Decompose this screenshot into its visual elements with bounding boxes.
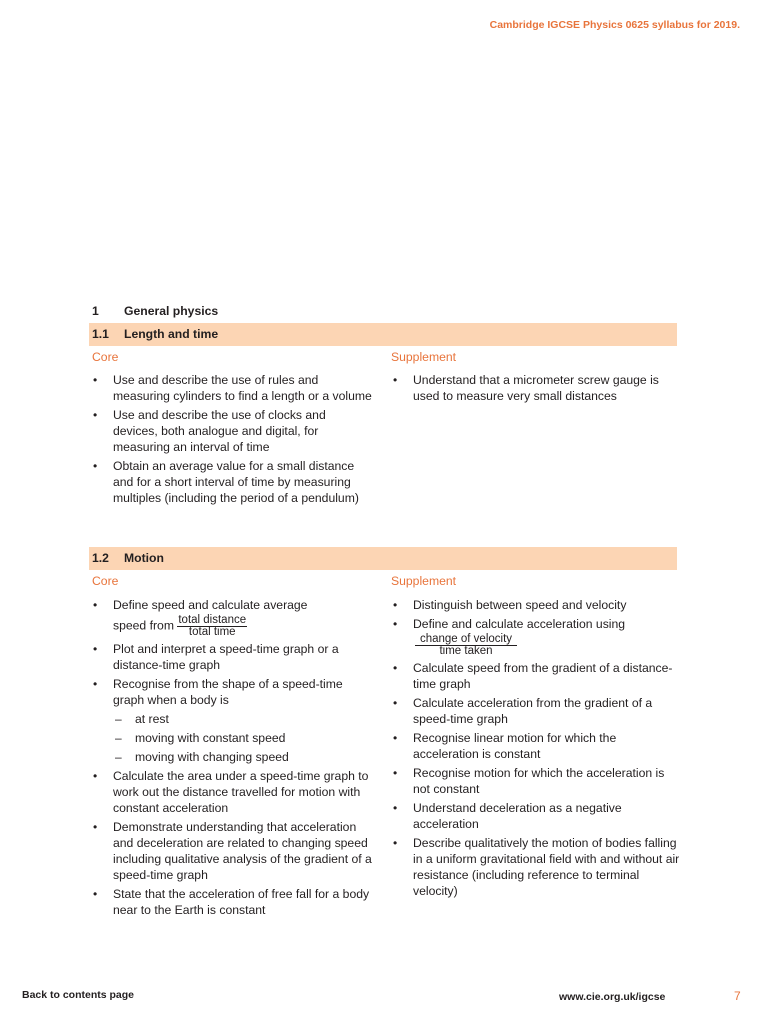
dash-item: – at rest xyxy=(91,711,375,727)
supplement-label: Supplement xyxy=(391,350,457,364)
subsection-number: 1.2 xyxy=(92,551,109,565)
core-label: Core xyxy=(92,350,119,364)
section-heading xyxy=(92,304,218,318)
list-item: • Calculate acceleration from the gradient of a speed-time graph xyxy=(391,695,681,727)
subsection-title: Length and time xyxy=(124,327,219,341)
list-item: • Distinguish between speed and velocity xyxy=(391,597,681,613)
speed-fraction xyxy=(177,615,247,638)
list-item: • Recognise linear motion for which the acceleration is constant xyxy=(391,730,681,762)
list-item: • Calculate speed from the gradient of a distance-time graph xyxy=(391,660,681,692)
list-item: • State that the acceleration of free fall for a body near to the Earth is constant xyxy=(91,886,375,918)
supplement-label: Supplement xyxy=(391,574,457,588)
fraction-denominator: time taken xyxy=(439,645,493,657)
dash-item: – moving with changing speed xyxy=(91,749,375,765)
fraction-denominator: total time xyxy=(188,626,236,638)
list-item: • Recognise from the shape of a speed-time graph when a body is xyxy=(91,676,375,708)
core-label: Core xyxy=(92,574,119,588)
list-item: • Recognise motion for which the acceleration is not constant xyxy=(391,765,681,797)
fraction-numerator: total distance xyxy=(178,614,247,626)
back-to-contents-link[interactable]: Back to contents page xyxy=(22,989,135,1001)
core-list-length-time xyxy=(91,372,373,509)
subsection-title: Motion xyxy=(124,551,164,565)
list-item: • Use and describe the use of clocks and devices, both analogue and digital, for measuring an interval of time xyxy=(91,407,373,455)
list-item: • Plot and interpret a speed-time graph or a distance-time graph xyxy=(91,641,375,673)
acceleration-definition-text: Define and calculate acceleration using xyxy=(413,617,626,631)
dash-item: – moving with constant speed xyxy=(91,730,375,746)
list-item: • Use and describe the use of rules and measuring cylinders to find a length or a volume xyxy=(91,372,373,404)
list-item-speed xyxy=(91,597,375,638)
list-item: • Understand deceleration as a negative acceleration xyxy=(391,800,681,832)
fraction-numerator: change of velocity xyxy=(415,634,517,646)
page-number: 7 xyxy=(734,989,741,1003)
list-item: • Obtain an average value for a small distance and for a short interval of time by measuring multiples (including the period of a pendulum) xyxy=(91,458,373,506)
list-item-acceleration xyxy=(391,616,681,657)
list-item: • Understand that a micrometer screw gauge is used to measure very small distances xyxy=(391,372,681,404)
speed-from-text: speed from xyxy=(113,618,174,633)
list-item: • Demonstrate understanding that acceleration and deceleration are related to changing speed including qualitative analysis of the gradient of a speed-time graph xyxy=(91,819,375,883)
acceleration-fraction xyxy=(413,634,517,657)
supplement-list-motion xyxy=(391,597,681,902)
section-number: 1 xyxy=(92,304,99,318)
list-item: • Calculate the area under a speed-time graph to work out the distance travelled for motion with constant acceleration xyxy=(91,768,375,816)
subsection-bar-motion xyxy=(89,547,677,570)
subsection-bar-length-time xyxy=(89,323,677,346)
document-header-title: Cambridge IGCSE Physics 0625 syllabus for 2019. xyxy=(489,19,740,31)
section-title: General physics xyxy=(124,304,219,318)
speed-definition-text: Define speed and calculate average xyxy=(113,598,308,612)
website-link[interactable]: www.cie.org.uk/igcse xyxy=(559,991,666,1003)
list-item: • Describe qualitatively the motion of bodies falling in a uniform gravitational field with and without air resistance (including reference to terminal velocity) xyxy=(391,835,681,899)
core-list-motion xyxy=(91,597,375,921)
supplement-list-length-time xyxy=(391,372,681,407)
subsection-number: 1.1 xyxy=(92,327,109,341)
